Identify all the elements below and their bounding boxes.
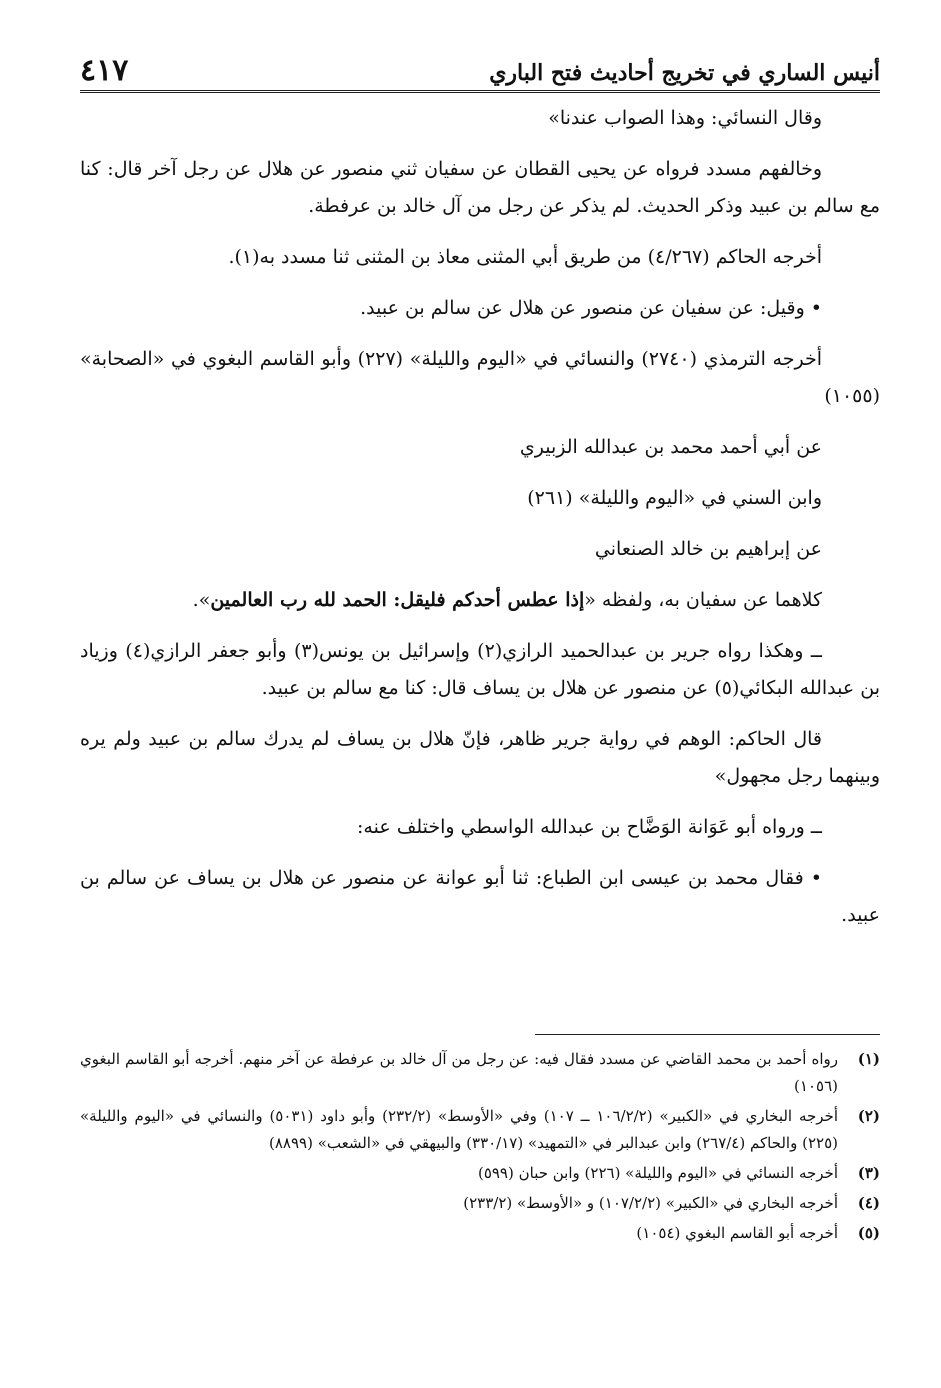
paragraph-hadith-text bbox=[80, 582, 880, 619]
paragraph-tirmidhi: أخرجه الترمذي (٢٧٤٠) والنسائي في «اليوم والليلة» (٢٢٧) وأبو القاسم البغوي في «الصحابة» (١٠٥٥) bbox=[80, 348, 880, 407]
paragraph-sanani: عن إبراهيم بن خالد الصنعاني bbox=[594, 538, 822, 560]
paragraph-ibn-sunni: وابن السني في «اليوم والليلة» (٢٦١) bbox=[527, 487, 822, 509]
footnote bbox=[80, 1220, 880, 1247]
footnote-text: أخرجه البخاري في «الكبير» (١٠٦/٢/٢ ــ ١٠٧) وفي «الأوسط» (٢٣٢/٢) وأبو داود (٥٠٣١) والنسائي في «اليوم والليلة» (٢٢٥) والحاكم (٢٦٧/٤) وابن عبدالبر في «التمهيد» (٣٣٠/١٧) والبيهقي في «الشعب» (٨٨٩٩) bbox=[80, 1107, 838, 1152]
footnote-text: أخرجه النسائي في «اليوم والليلة» (٢٢٦) وابن حبان (٥٩٩) bbox=[477, 1164, 838, 1182]
footnote-number: (١) bbox=[857, 1050, 880, 1068]
paragraph-zubairi: عن أبي أحمد محمد بن عبدالله الزبيري bbox=[519, 436, 822, 458]
paragraph-qila: • وقيل: عن سفيان عن منصور عن هلال عن سالم بن عبيد. bbox=[360, 297, 822, 319]
footnotes bbox=[80, 1046, 880, 1250]
paragraph-ibn-tabba: • فقال محمد بن عيسى ابن الطباع: ثنا أبو عوانة عن منصور عن هلال بن يساف عن سالم بن عبيد. bbox=[80, 867, 880, 926]
footnote bbox=[80, 1046, 880, 1100]
main-text bbox=[80, 100, 880, 948]
footnote-number: (٥) bbox=[857, 1224, 880, 1242]
footnote-separator bbox=[535, 1034, 880, 1035]
footnote-text: أخرجه أبو القاسم البغوي (١٠٥٤) bbox=[636, 1224, 838, 1242]
paragraph-nasai-quote: وقال النسائي: وهذا الصواب عندنا» bbox=[548, 107, 822, 129]
paragraph-abu-awana: ــ ورواه أبو عَوَانة الوَضَّاح بن عبدالله الواسطي واختلف عنه: bbox=[357, 816, 822, 838]
page-header bbox=[80, 50, 880, 93]
paragraph-musaddad: وخالفهم مسدد فرواه عن يحيى القطان عن سفيان ثني منصور عن هلال عن رجل آخر قال: كنا مع سالم بن عبيد وذكر الحديث. لم يذكر عن رجل من آل خالد بن عرفطة. bbox=[80, 158, 880, 217]
footnote-number: (٢) bbox=[857, 1107, 880, 1125]
paragraph-hakim: أخرجه الحاكم (٤/٢٦٧) من طريق أبي المثنى معاذ بن المثنى ثنا مسدد به(١). bbox=[228, 246, 822, 268]
hadith-prefix: كلاهما عن سفيان به، ولفظه « bbox=[584, 589, 822, 611]
footnote-text: أخرجه البخاري في «الكبير» (١٠٧/٢/٢) و «الأوسط» (٢٣٣/٢) bbox=[463, 1194, 838, 1212]
footnote bbox=[80, 1190, 880, 1217]
paragraph-hakim-comment: قال الحاكم: الوهم في رواية جرير ظاهر، فإنّ هلال بن يساف لم يدرك سالم بن عبيد ولم يره وبينهما رجل مجهول» bbox=[80, 728, 880, 787]
footnote-number: (٣) bbox=[857, 1164, 880, 1182]
hadith-matn: إذا عطس أحدكم فليقل: الحمد لله رب العالمين bbox=[210, 589, 585, 611]
hadith-suffix: ». bbox=[192, 589, 211, 611]
footnote-number: (٤) bbox=[857, 1194, 880, 1212]
running-title: أنيس الساري في تخريج أحاديث فتح الباري bbox=[489, 60, 880, 86]
footnote bbox=[80, 1103, 880, 1157]
page-number: ٤١٧ bbox=[80, 53, 129, 88]
paragraph-jarir: ــ وهكذا رواه جرير بن عبدالحميد الرازي(٢) وإسرائيل بن يونس(٣) وأبو جعفر الرازي(٤) وزياد بن عبدالله البكائي(٥) عن منصور عن هلال بن يساف قال: كنا مع سالم بن عبيد. bbox=[80, 640, 880, 699]
footnote-text: رواه أحمد بن محمد القاضي عن مسدد فقال فيه: عن رجل من آل خالد بن عرفطة عن آخر منهم. أخرجه أبو القاسم البغوي (١٠٥٦) bbox=[80, 1050, 838, 1095]
footnote bbox=[80, 1160, 880, 1187]
